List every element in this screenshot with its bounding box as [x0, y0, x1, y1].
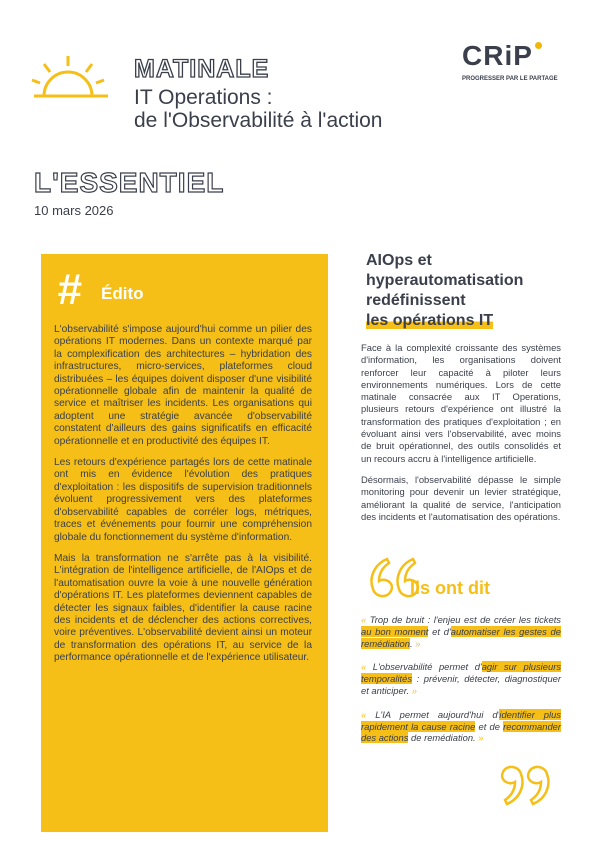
- logo-dot: [535, 42, 542, 49]
- quote-open-mark: «: [361, 661, 367, 673]
- quote-highlight: au bon moment: [361, 625, 429, 637]
- ils-ont-dit-title: Ils ont dit: [410, 578, 490, 598]
- edito-paragraph: Les retours d'expérience partagés lors de cette matinale ont mis en évidence l'évolution des pratiques d'exploitation : les dispositifs de supervision traditionnels évoluent progressivement vers des plateformes d'observabilité capables de corréler logs, métriques, traces et événements pour fournir une compréhension globale du fonctionnement du système d'information.: [54, 457, 312, 543]
- quote-text: L'observabilité permet d': [372, 661, 482, 673]
- edito-box: [41, 254, 328, 832]
- aiops-body: [361, 342, 561, 532]
- quote-item: [361, 614, 561, 649]
- quote-open-mark: «: [361, 708, 367, 720]
- logo-tagline: PROGRESSER PAR LE PARTAGE: [462, 76, 558, 82]
- aiops-title-line: hyperautomatisation: [366, 272, 524, 289]
- quote-item: [361, 661, 561, 696]
- quote-close-mark: »: [478, 732, 484, 744]
- quote-text: .: [410, 637, 413, 649]
- aiops-title-line: redéfinissent: [366, 292, 466, 309]
- event-subtitle-line1: IT Operations :: [134, 86, 273, 109]
- quote-highlight: automatiser les gestes de remédiation: [361, 625, 561, 649]
- edito-paragraph: L'observabilité s'impose aujourd'hui comme un pilier des opérations IT modernes. Dans un contexte marqué par la complexification des architectures – hybridation des infrastructures, micro-services, plateformes cloud distribuées – les équipes doivent disposer d'une visibilité opérationnelle globale afin de maintenir la qualité de service et maîtriser les incidents. Les organisations qui adoptent une stratégie avancée d'observabilité constatent d'ailleurs des gains significatifs en efficacité opérationnelle et en productivité des équipes IT.: [54, 324, 312, 447]
- quote-highlight: recommander des actions: [361, 720, 561, 744]
- quote-text: L'IA permet aujourd'hui d': [375, 708, 500, 720]
- quote-text: Trop de bruit : l'enjeu est de créer les tickets: [369, 614, 561, 625]
- crip-logo: [462, 40, 558, 100]
- quote-highlight: agir sur plusieurs temporalités: [361, 661, 562, 685]
- quote-open-mark: «: [361, 614, 367, 625]
- quotes-list: [361, 614, 561, 756]
- hash-icon: #: [57, 265, 82, 314]
- aiops-title: [366, 251, 566, 331]
- section-title: L'ESSENTIEL: [34, 167, 225, 198]
- quote-item: [361, 709, 561, 744]
- quote-text: de remédiation.: [408, 732, 476, 744]
- event-title: MATINALE: [134, 55, 270, 83]
- quote-text: : prévenir, détecter, diagnostiquer et anticiper.: [361, 673, 561, 696]
- quote-close-mark: »: [411, 684, 417, 696]
- quote-highlight: identifier plus rapidement la cause racine: [361, 708, 561, 732]
- aiops-paragraph: Face à la complexité croissante des systèmes d'information, les organisations doivent renforcer leur capacité à piloter leurs environnements numériques. Lors de cette matinale consacrée aux IT Operations, plusieurs retours d'expérience ont illustré la transformation des pratiques d'exploitation ; en évoluant ainsi vers l'observabilité, avec moins de bruit opérationnel, des outils consolidés et un recours accru à l'intelligence artificielle.: [361, 342, 561, 464]
- edito-body: [54, 324, 312, 674]
- logo-word: CRiP: [462, 40, 533, 71]
- aiops-title-line: les opérations IT: [366, 312, 494, 329]
- edito-title: Édito: [101, 284, 144, 303]
- sunrise-icon: [30, 54, 114, 102]
- quote-close-icon: [495, 758, 555, 808]
- aiops-title-line: AIOps et: [366, 252, 432, 269]
- quote-close-mark: »: [415, 637, 421, 649]
- quote-text: et d': [428, 625, 451, 637]
- event-date: 10 mars 2026: [34, 203, 114, 218]
- aiops-paragraph: Désormais, l'observabilité dépasse le simple monitoring pour devenir un levier stratégique, améliorant la qualité de service, l'anticipation des incidents et l'automatisation des opérations.: [361, 473, 561, 522]
- quote-text: et de: [475, 720, 504, 732]
- event-subtitle-line2: de l'Observabilité à l'action: [134, 109, 383, 132]
- edito-paragraph: Mais la transformation ne s'arrête pas à la visibilité. L'intégration de l'intelligence artificielle, de l'AIOps et de l'automatisation ouvre la voie à une nouvelle génération d'opérations IT. Les plateformes deviennent capables de détecter les signaux faibles, d'identifier la cause racine des incidents et de déclencher des actions correctives, voire préventives. L'observabilité devient ainsi un moteur de transformation des opérations IT, au service de la performance opérationnelle et de l'expérience utilisateur.: [54, 552, 312, 664]
